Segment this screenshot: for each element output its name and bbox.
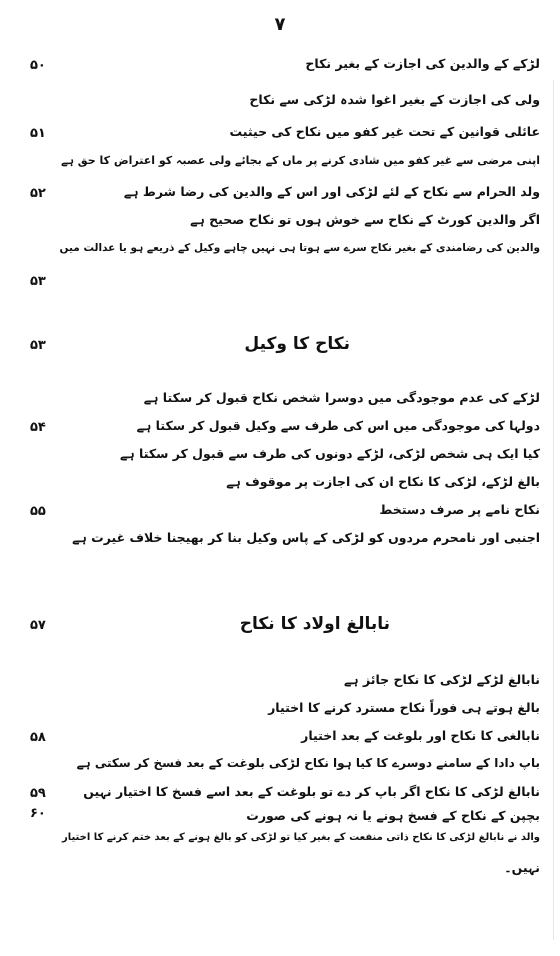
toc-entry: لڑکے کی عدم موجودگی میں دوسرا شخص نکاح قبول کر سکتا ہے <box>143 390 540 405</box>
toc-entry: دولہا کی موجودگی میں اس کی طرف سے وکیل قبول کر سکتا ہے <box>136 418 540 433</box>
toc-page-ref: ۵۹ <box>30 786 46 801</box>
page-edge-line <box>553 80 554 940</box>
toc-page-ref: ۵۵ <box>30 504 46 519</box>
toc-entry: والد نے نابالغ لڑکی کا نکاح ذاتی منفعت کے بغیر کیا تو لڑکی کو بالغ ہونے کے بعد ختم کرنے کا اختیار <box>61 832 540 843</box>
toc-entry: نہیں۔ <box>504 860 540 875</box>
toc-entry: نابالغ لڑکی کا نکاح اگر باپ کر دے تو بلوغت کے بعد اسے فسخ کا اختیار نہیں <box>83 784 540 799</box>
toc-page-ref: ۵۸ <box>30 730 46 745</box>
toc-entry: بالغ ہوتے ہی فوراً نکاح مسترد کرنے کا اختیار <box>268 700 540 715</box>
section-heading: نکاح کا وکیل <box>244 334 350 354</box>
toc-entry: بچپن کے نکاح کے فسخ ہونے یا نہ ہونے کی صورت <box>246 808 540 823</box>
toc-entry: اپنی مرضی سے غیر کفو میں شادی کرنے پر ماں کے بجائے ولی عصبہ کو اعتراض کا حق ہے <box>61 154 540 167</box>
toc-entry: ولد الحرام سے نکاح کے لئے لڑکی اور اس کے والدین کی رضا شرط ہے <box>123 184 540 199</box>
toc-entry: اگر والدین کورٹ کے نکاح سے خوش ہوں تو نکاح صحیح ہے <box>190 212 540 227</box>
toc-entry: نابالغی کا نکاح اور بلوغت کے بعد اختیار <box>301 728 540 743</box>
section-heading: نابالغ اولاد کا نکاح <box>239 614 390 634</box>
page-number: ۷ <box>274 14 286 35</box>
toc-entry: نابالغ لڑکے لڑکی کا نکاح جائز ہے <box>343 672 540 687</box>
toc-entry: لڑکے کے والدین کی اجازت کے بغیر نکاح <box>305 56 540 71</box>
toc-entry: عائلی قوانین کے تحت غیر کفو میں نکاح کی حیثیت <box>229 124 540 139</box>
toc-entry: باپ دادا کے سامنے دوسرے کا کیا ہوا نکاح لڑکی بلوغت کے بعد فسخ کر سکتی ہے <box>76 756 540 770</box>
toc-entry: ولی کی اجازت کے بغیر اغوا شدہ لڑکی سے نکاح <box>249 92 540 107</box>
section-heading-page-ref: ۵۳ <box>30 338 46 353</box>
toc-entry: بالغ لڑکے، لڑکی کا نکاح ان کی اجازت پر موقوف ہے <box>226 474 540 489</box>
toc-page-ref: ۵۳ <box>30 274 46 289</box>
toc-page-ref: ۵۲ <box>30 186 46 201</box>
toc-page-ref: ۵۴ <box>30 420 46 435</box>
toc-page-ref: ۵۱ <box>30 126 46 141</box>
toc-entry: اجنبی اور نامحرم مردوں کو لڑکی کے پاس وکیل بنا کر بھیجنا خلاف غیرت ہے <box>72 530 540 545</box>
section-heading-page-ref: ۵۷ <box>30 618 46 633</box>
toc-page-ref: ۶۰ <box>30 806 46 821</box>
toc-page-ref: ۵۰ <box>30 58 46 73</box>
toc-entry: والدین کی رضامندی کے بغیر نکاح سرے سے ہوتا ہی نہیں چاہے وکیل کے ذریعے ہو یا عدالت میں <box>59 242 540 254</box>
toc-entry: نکاح نامے پر صرف دستخط <box>379 502 540 517</box>
toc-entry: کیا ایک ہی شخص لڑکی، لڑکے دونوں کی طرف سے قبول کر سکتا ہے <box>120 446 540 461</box>
